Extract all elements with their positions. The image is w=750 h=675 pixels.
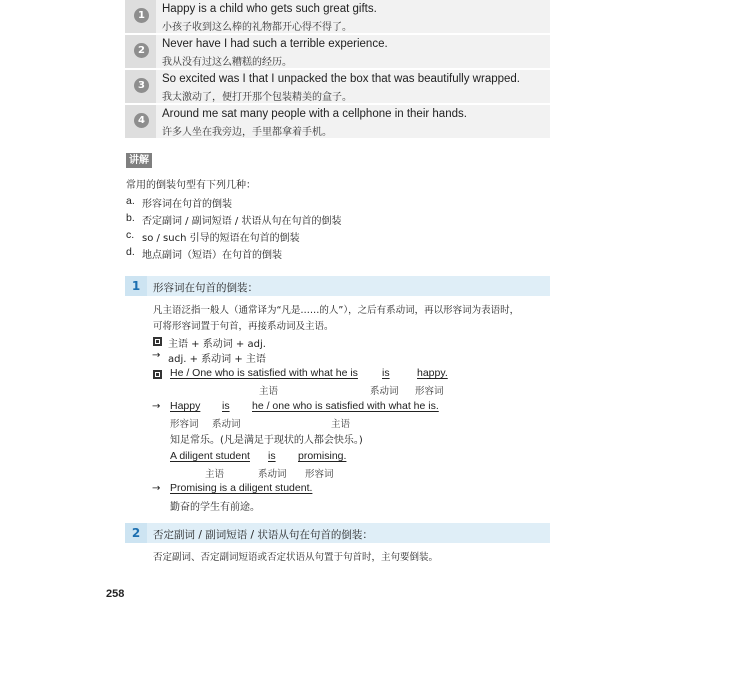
arrow-icon: →: [152, 483, 161, 494]
example-english: Happy is a child who gets such great gifts.: [162, 3, 377, 15]
example-number: 1: [125, 0, 155, 33]
example-chinese: 我从没有过这么糟糕的经历。: [162, 57, 292, 68]
label-subject: 主语: [205, 469, 225, 480]
section-number: 1: [125, 276, 147, 296]
section-header: [125, 276, 550, 296]
example-number: 2: [125, 35, 155, 68]
example-row: [125, 70, 550, 103]
translation: 勤奋的学生有前途。: [170, 502, 260, 513]
formula: 主语 + 系动词 + adj.: [168, 339, 266, 350]
example-number: 3: [125, 70, 155, 103]
list-item: 形容词在句首的倒装: [142, 199, 232, 210]
label-verb: 系动词: [370, 386, 399, 397]
section-paragraph: 凡主语泛指一般人（通常译为“凡是……的人”），之后有系动词，再以形容词为表语时，: [153, 305, 520, 316]
list-item: 否定副词 / 副词短语 / 状语从句在句首的倒装: [142, 216, 342, 227]
example-chinese: 小孩子收到这么棒的礼物都开心得不得了。: [162, 22, 352, 33]
inverted-sentence: Promising is a diligent student.: [170, 482, 313, 494]
example-icon: [153, 370, 162, 379]
translation: 知足常乐。(凡是满足于现状的人都会快乐。): [170, 435, 363, 446]
list-letter: b.: [126, 212, 135, 224]
formula-icon: [153, 337, 162, 346]
list-item: so / such 引导的短语在句首的倒装: [142, 233, 300, 244]
label-adjective: 形容词: [170, 419, 199, 430]
list-letter: c.: [126, 229, 135, 241]
section-paragraph: 否定副词、否定副词短语或否定状语从句置于句首时，主句要倒装。: [153, 552, 439, 563]
verb-phrase: is: [268, 450, 276, 462]
arrow-icon: →: [152, 401, 161, 412]
subject-phrase: He / One who is satisfied with what he is: [170, 367, 358, 379]
verb-phrase: is: [382, 367, 390, 379]
verb-phrase: is: [222, 400, 230, 412]
label-adjective: 形容词: [415, 386, 444, 397]
formula-inverted: adj. + 系动词 + 主语: [168, 354, 266, 365]
adjective-phrase: Happy: [170, 400, 201, 412]
section-title: 否定副词 / 副词短语 / 状语从句在句首的倒装：: [153, 529, 373, 541]
label-verb: 系动词: [258, 469, 287, 480]
section-header: [125, 523, 550, 543]
example-row: [125, 0, 550, 33]
section-number: 2: [125, 523, 147, 543]
subject-phrase: he / one who is satisfied with what he is.: [252, 400, 439, 412]
subject-phrase: A diligent student: [170, 450, 250, 462]
list-letter: a.: [126, 195, 135, 207]
example-english: So excited was I that I unpacked the box that was beautifully wrapped.: [162, 73, 520, 85]
example-row: [125, 35, 550, 68]
section-title: 形容词在句首的倒装：: [153, 282, 258, 294]
label-adjective: 形容词: [305, 469, 334, 480]
explain-intro: 常用的倒装句型有下列几种：: [126, 180, 256, 191]
explain-tag: 讲解: [126, 153, 152, 168]
example-chinese: 许多人坐在我旁边，手里都拿着手机。: [162, 127, 332, 138]
page-number: 258: [106, 588, 125, 600]
adjective-phrase: happy.: [417, 367, 448, 379]
label-subject: 主语: [331, 419, 351, 430]
example-english: Never have I had such a terrible experience.: [162, 38, 388, 50]
example-row: [125, 105, 550, 138]
example-number: 4: [125, 105, 155, 138]
list-item: 地点副词（短语）在句首的倒装: [142, 250, 282, 261]
example-english: Around me sat many people with a cellphone in their hands.: [162, 108, 467, 120]
label-verb: 系动词: [212, 419, 241, 430]
section-paragraph: 可将形容词置于句首，再接系动词及主语。: [153, 321, 334, 332]
adjective-phrase: promising.: [298, 450, 347, 462]
list-letter: d.: [126, 246, 135, 258]
label-subject: 主语: [259, 386, 279, 397]
arrow-icon: →: [152, 350, 161, 361]
example-chinese: 我太激动了，便打开那个包装精美的盒子。: [162, 92, 352, 103]
